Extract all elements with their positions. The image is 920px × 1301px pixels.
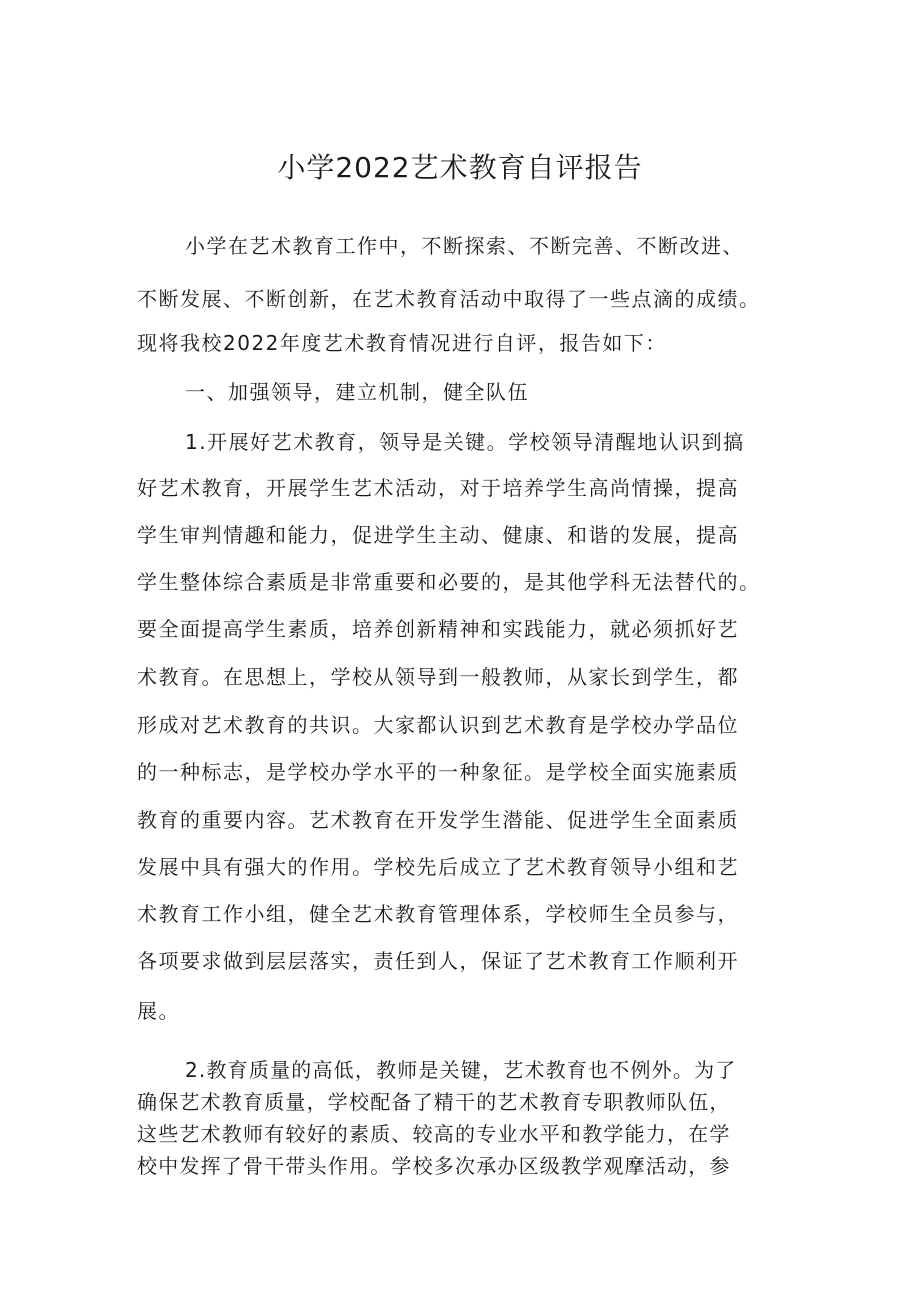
paragraph-line: 确保艺术教育质量，学校配备了精干的艺术教育专职教师队伍， <box>137 1090 731 1114</box>
paragraph-line: 好艺术教育，开展学生艺术活动，对于培养学生高尚情操，提高 <box>137 476 739 500</box>
section-heading: 一、加强领导，建立机制，健全队伍 <box>185 380 529 404</box>
paragraph-line: 的一种标志，是学校办学水平的一种象征。是学校全面实施素质 <box>137 760 739 784</box>
paragraph-line: 不断发展、不断创新，在艺术教育活动中取得了一些点滴的成绩。 <box>137 287 761 311</box>
paragraph-line: 要全面提高学生素质，培养创新精神和实践能力，就必须抓好艺 <box>137 617 739 641</box>
paragraph-line: 小学在艺术教育工作中，不断探索、不断完善、不断改进、 <box>185 234 744 258</box>
paragraph-line: 2.教育质量的高低，教师是关键，艺术教育也不例外。为了 <box>185 1058 737 1082</box>
paragraph-line: 学生整体综合素质是非常重要和必要的，是其他学科无法替代的。 <box>137 570 761 594</box>
paragraph-line: 各项要求做到层层落实，责任到人，保证了艺术教育工作顺利开 <box>137 949 739 973</box>
document-title: 小学2022艺术教育自评报告 <box>277 151 643 184</box>
paragraph-line: 发展中具有强大的作用。学校先后成立了艺术教育领导小组和艺 <box>137 855 739 879</box>
paragraph-line: 学生审判情趣和能力，促进学生主动、健康、和谐的发展，提高 <box>137 523 739 547</box>
paragraph-line: 术教育。在思想上，学校从领导到一般教师，从家长到学生，都 <box>137 665 739 689</box>
paragraph-line: 这些艺术教师有较好的素质、较高的专业水平和教学能力，在学 <box>137 1122 731 1146</box>
paragraph-line: 术教育工作小组，健全艺术教育管理体系，学校师生全员参与， <box>137 902 739 926</box>
paragraph-line: 形成对艺术教育的共识。大家都认识到艺术教育是学校办学品位 <box>137 713 739 737</box>
paragraph-line: 现将我校2022年度艺术教育情况进行自评，报告如下： <box>137 331 667 355</box>
paragraph-line: 展。 <box>137 999 180 1023</box>
paragraph-line: 1.开展好艺术教育，领导是关键。学校领导清醒地认识到搞 <box>185 430 745 454</box>
paragraph-line: 校中发挥了骨干带头作用。学校多次承办区级教学观摩活动，参 <box>137 1154 731 1178</box>
paragraph-line: 教育的重要内容。艺术教育在开发学生潜能、促进学生全面素质 <box>137 808 739 832</box>
